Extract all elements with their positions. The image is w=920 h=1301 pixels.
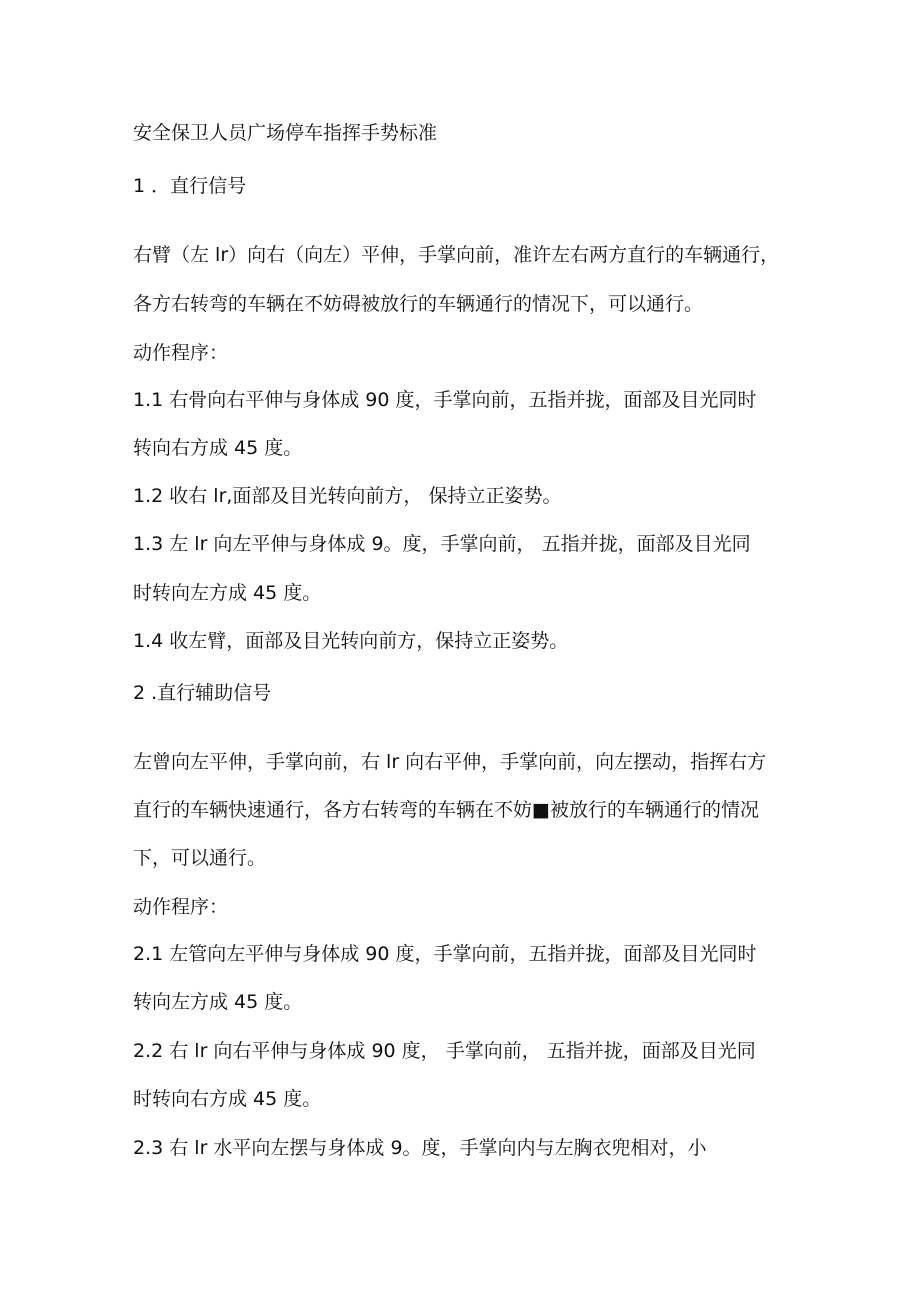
step-2-2-line1: 2.2 右 lr 向右平伸与身体成 90 度， 手掌向前， 五指并拢，面部及目光同: [133, 1040, 756, 1062]
step-2-3-line1: 2.3 右 lr 水平向左摆与身体成 9。度，手掌向内与左胸衣兜相对，小: [133, 1137, 707, 1159]
step-1-4: 1.4 收左臂，面部及目光转向前方，保持立正姿势。: [133, 630, 569, 652]
step-1-2: 1.2 收右 lr,面部及目光转向前方， 保持立正姿势。: [133, 485, 562, 507]
section1-desc-line1: 右臂（左 lr）向右（向左）平伸，手掌向前，准许左右两方直行的车辆通行，: [133, 244, 780, 266]
section2-procedure-label: 动作程序：: [133, 896, 229, 918]
section1-procedure-label: 动作程序：: [133, 342, 229, 364]
section2-desc-line3: 下，可以通行。: [133, 847, 267, 869]
step-1-3-line2: 时转向左方成 45 度。: [133, 582, 322, 604]
section2-desc-line1: 左曾向左平伸，手掌向前，右 lr 向右平伸，手掌向前，向左摆动，指挥右方: [133, 751, 767, 773]
step-1-3-line1: 1.3 左 lr 向左平伸与身体成 9。度，手掌向前， 五指并拢，面部及目光同: [133, 533, 751, 555]
step-2-2-line2: 时转向右方成 45 度。: [133, 1088, 322, 1110]
section1-heading: 1 ．直行信号: [133, 175, 247, 197]
step-1-1-line1: 1.1 右骨向右平伸与身体成 90 度，手掌向前，五指并拢，面部及目光同时: [133, 389, 757, 411]
step-2-1-line2: 转向左方成 45 度。: [133, 991, 303, 1013]
document-title: 安全保卫人员广场停车指挥手势标准: [133, 122, 438, 144]
section1-desc-line2: 各方右转弯的车辆在不妨碍被放行的车辆通行的情况下，可以通行。: [133, 293, 704, 315]
step-2-1-line1: 2.1 左管向左平伸与身体成 90 度，手掌向前，五指并拢，面部及目光同时: [133, 943, 757, 965]
section2-heading: 2 .直行辅助信号: [133, 682, 272, 704]
section2-desc-line2: 直行的车辆快速通行，各方右转弯的车辆在不妨■被放行的车辆通行的情况: [133, 799, 759, 821]
step-1-1-line2: 转向右方成 45 度。: [133, 437, 303, 459]
